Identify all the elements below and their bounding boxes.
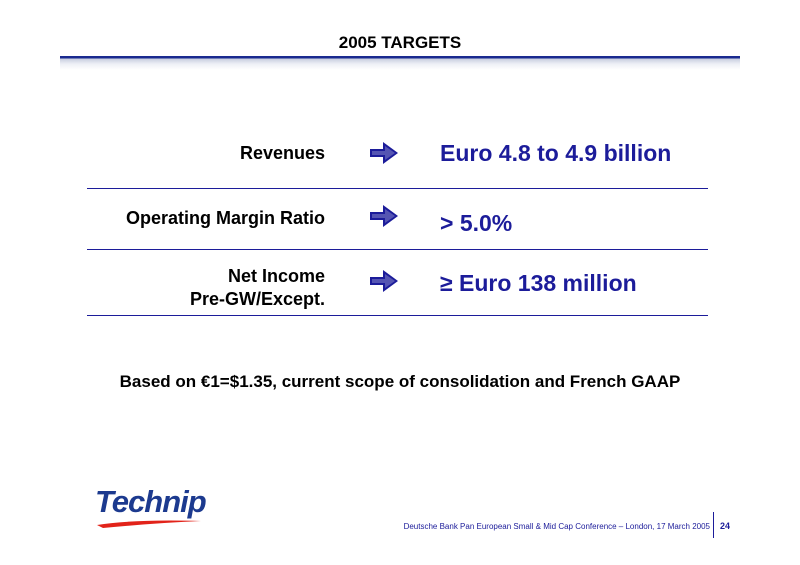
right-arrow-icon: [369, 269, 399, 293]
footnote-assumptions: Based on €1=$1.35, current scope of consolidation and French GAAP: [119, 372, 681, 391]
row-divider: [87, 315, 708, 316]
logo-text: Technip: [95, 484, 206, 519]
right-arrow-icon: [369, 141, 399, 165]
title-underline-bar: [60, 56, 740, 70]
page-title: 2005 TARGETS: [338, 33, 462, 52]
row-divider: [87, 188, 708, 189]
page-number: 24: [720, 521, 731, 531]
row-label-operating-margin: Operating Margin Ratio: [125, 208, 325, 228]
row-divider: [87, 249, 708, 250]
row-value-net-income: ≥ Euro 138 million: [440, 270, 637, 296]
row-value-operating-margin: > 5.0%: [440, 210, 513, 236]
footer-separator: [713, 512, 714, 538]
footer-conference-text: Deutsche Bank Pan European Small & Mid Cap Conference – London, 17 March 2005: [403, 522, 710, 531]
right-arrow-icon: [369, 204, 399, 228]
row-label-net-income-line2: Pre-GW/Except.: [189, 289, 325, 309]
row-value-revenues: Euro 4.8 to 4.9 billion: [440, 140, 672, 166]
technip-logo: [95, 485, 205, 533]
row-label-revenues: Revenues: [239, 143, 325, 163]
row-label-net-income-line1: Net Income: [227, 266, 325, 286]
